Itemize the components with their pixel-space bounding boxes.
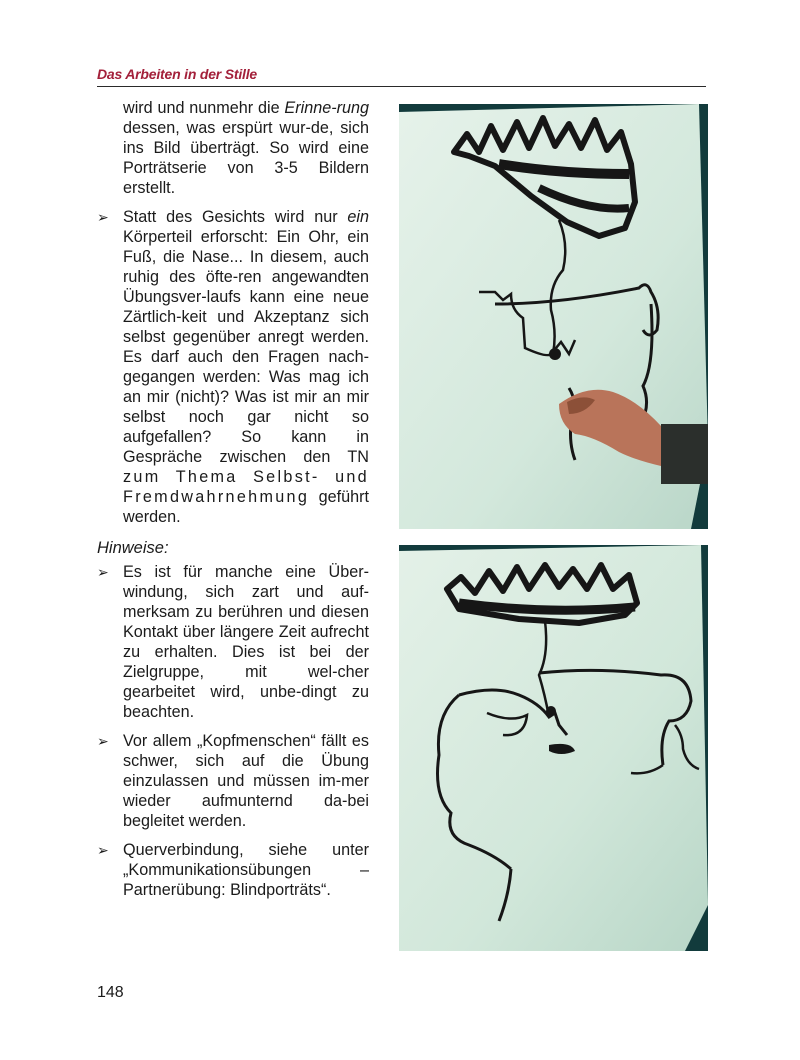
bullet1-italic: ein [347, 208, 369, 226]
bullet1-text-pre: Statt des Gesichts wird nur [123, 208, 348, 226]
page-number: 148 [97, 984, 124, 1001]
intro-text-1: wird und nunmehr die [123, 99, 285, 117]
photo-finished-portrait [399, 545, 708, 951]
arrow-bullet-icon: ➢ [97, 209, 109, 225]
header-rule [97, 86, 706, 87]
intro-text-2: dessen, was erspürt wur-de, sich ins Bild überträgt. So wird eine Porträtserie von 3-5 Bildern erstellt. [123, 119, 369, 197]
arrow-bullet-icon: ➢ [97, 733, 109, 749]
bullet-item-ueberwindung [97, 562, 369, 722]
bullet-item-querverbindung [97, 840, 369, 900]
bullet1-tracked-text: zum Thema Selbst- und Fremdwahrnehmung [123, 468, 369, 506]
bullet-item-kopfmenschen [97, 731, 369, 831]
bullet3-text: Vor allem „Kopfmenschen“ fällt es schwer, sich auf die Übung einzulassen und müssen im-mer wieder aufmunternd da-bei begleitet werden. [123, 732, 369, 830]
arrow-bullet-icon: ➢ [97, 564, 109, 580]
running-header: Das Arbeiten in der Stille [97, 66, 257, 82]
arrow-bullet-icon: ➢ [97, 842, 109, 858]
bullet4-text: Querverbindung, siehe unter „Kommunikationsübungen – Partnerübung: Blindporträts“. [123, 841, 369, 899]
photo-blind-portrait-drawing [399, 104, 708, 529]
bullet1-text-end: geführt werden. [123, 488, 369, 526]
text-column [97, 98, 369, 900]
bullet1-text-post: Körperteil erforscht: Ein Ohr, ein Fuß, die Nase... In diesem, auch ruhig des öfte-ren angewandten Übungsver-laufs kann eine neue Zärtlich-keit und Akzeptanz sich selbst gegenüber anregt werden. Es darf auch den Fragen nach-gegangen werden: Was mag ich an mir (nicht)? Was ist mir an mir selbst noch gar nicht so aufgefallen? So kann in Gespräche zwischen den TN [123, 228, 369, 466]
hinweise-heading: Hinweise: [97, 539, 169, 557]
bullet2-text: Es ist für manche eine Über-windung, sich zart und auf-merksam zu berühren und diesen Kontakt über längere Zeit aufrecht zu erhalten. Dies ist bei der Zielgruppe, mit wel-cher gearbeitet wird, unbe-dingt zu beachten. [123, 563, 369, 721]
bullet-item-koerperteil [97, 207, 369, 527]
intro-paragraph [123, 98, 369, 198]
intro-italic: Erinne-rung [284, 99, 369, 117]
